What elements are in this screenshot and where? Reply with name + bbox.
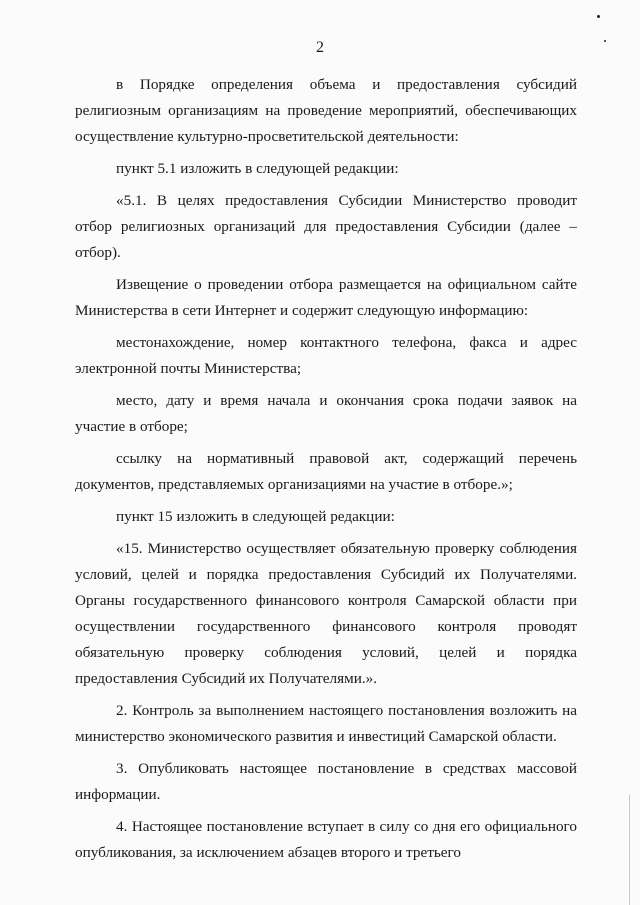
paragraph: ссылку на нормативный правовой акт, содержащий перечень документов, представляемых организациями на участие в отборе.»; [75, 450, 577, 493]
paragraph: место, дату и время начала и окончания срока подачи заявок на участие в отборе; [75, 392, 577, 435]
scan-speck [604, 40, 606, 42]
paragraph: пункт 5.1 изложить в следующей редакции: [116, 160, 399, 177]
paragraph: 2. Контроль за выполнением настоящего постановления возложить на министерство экономического развития и инвестиций Самарской области. [75, 702, 577, 745]
paragraph: местонахождение, номер контактного телефона, факса и адрес электронной почты Министерства; [75, 334, 577, 377]
paragraph: 3. Опубликовать настоящее постановление в средствах массовой информации. [75, 760, 577, 803]
paragraph: пункт 15 изложить в следующей редакции: [116, 508, 395, 525]
scan-speck [597, 15, 600, 18]
paragraph: 4. Настоящее постановление вступает в силу со дня его официального опубликования, за исключением абзацев второго и третьего [75, 818, 577, 861]
page-number: 2 [316, 39, 324, 56]
paragraph: «5.1. В целях предоставления Субсидии Министерство проводит отбор религиозных организаций для предоставления Субсидии (далее – отбор). [75, 192, 577, 261]
document-body [75, 72, 577, 866]
paragraph: Извещение о проведении отбора размещается на официальном сайте Министерства в сети Интернет и содержит следующую информацию: [75, 276, 577, 319]
scan-edge-shadow [629, 795, 630, 905]
paragraph: в Порядке определения объема и предоставления субсидий религиозным организациям на проведение мероприятий, обеспечивающих осуществление культурно-просветительской деятельности: [75, 76, 577, 145]
paragraph: «15. Министерство осуществляет обязательную проверку соблюдения условий, целей и порядка предоставления Субсидий их Получателями. Органы государственного финансового контроля Самарской области при осуществлении государственного финансового контроля проводят обязательную проверку соблюдения условий, целей и порядка предоставления Субсидий их Получателями.». [75, 540, 577, 687]
